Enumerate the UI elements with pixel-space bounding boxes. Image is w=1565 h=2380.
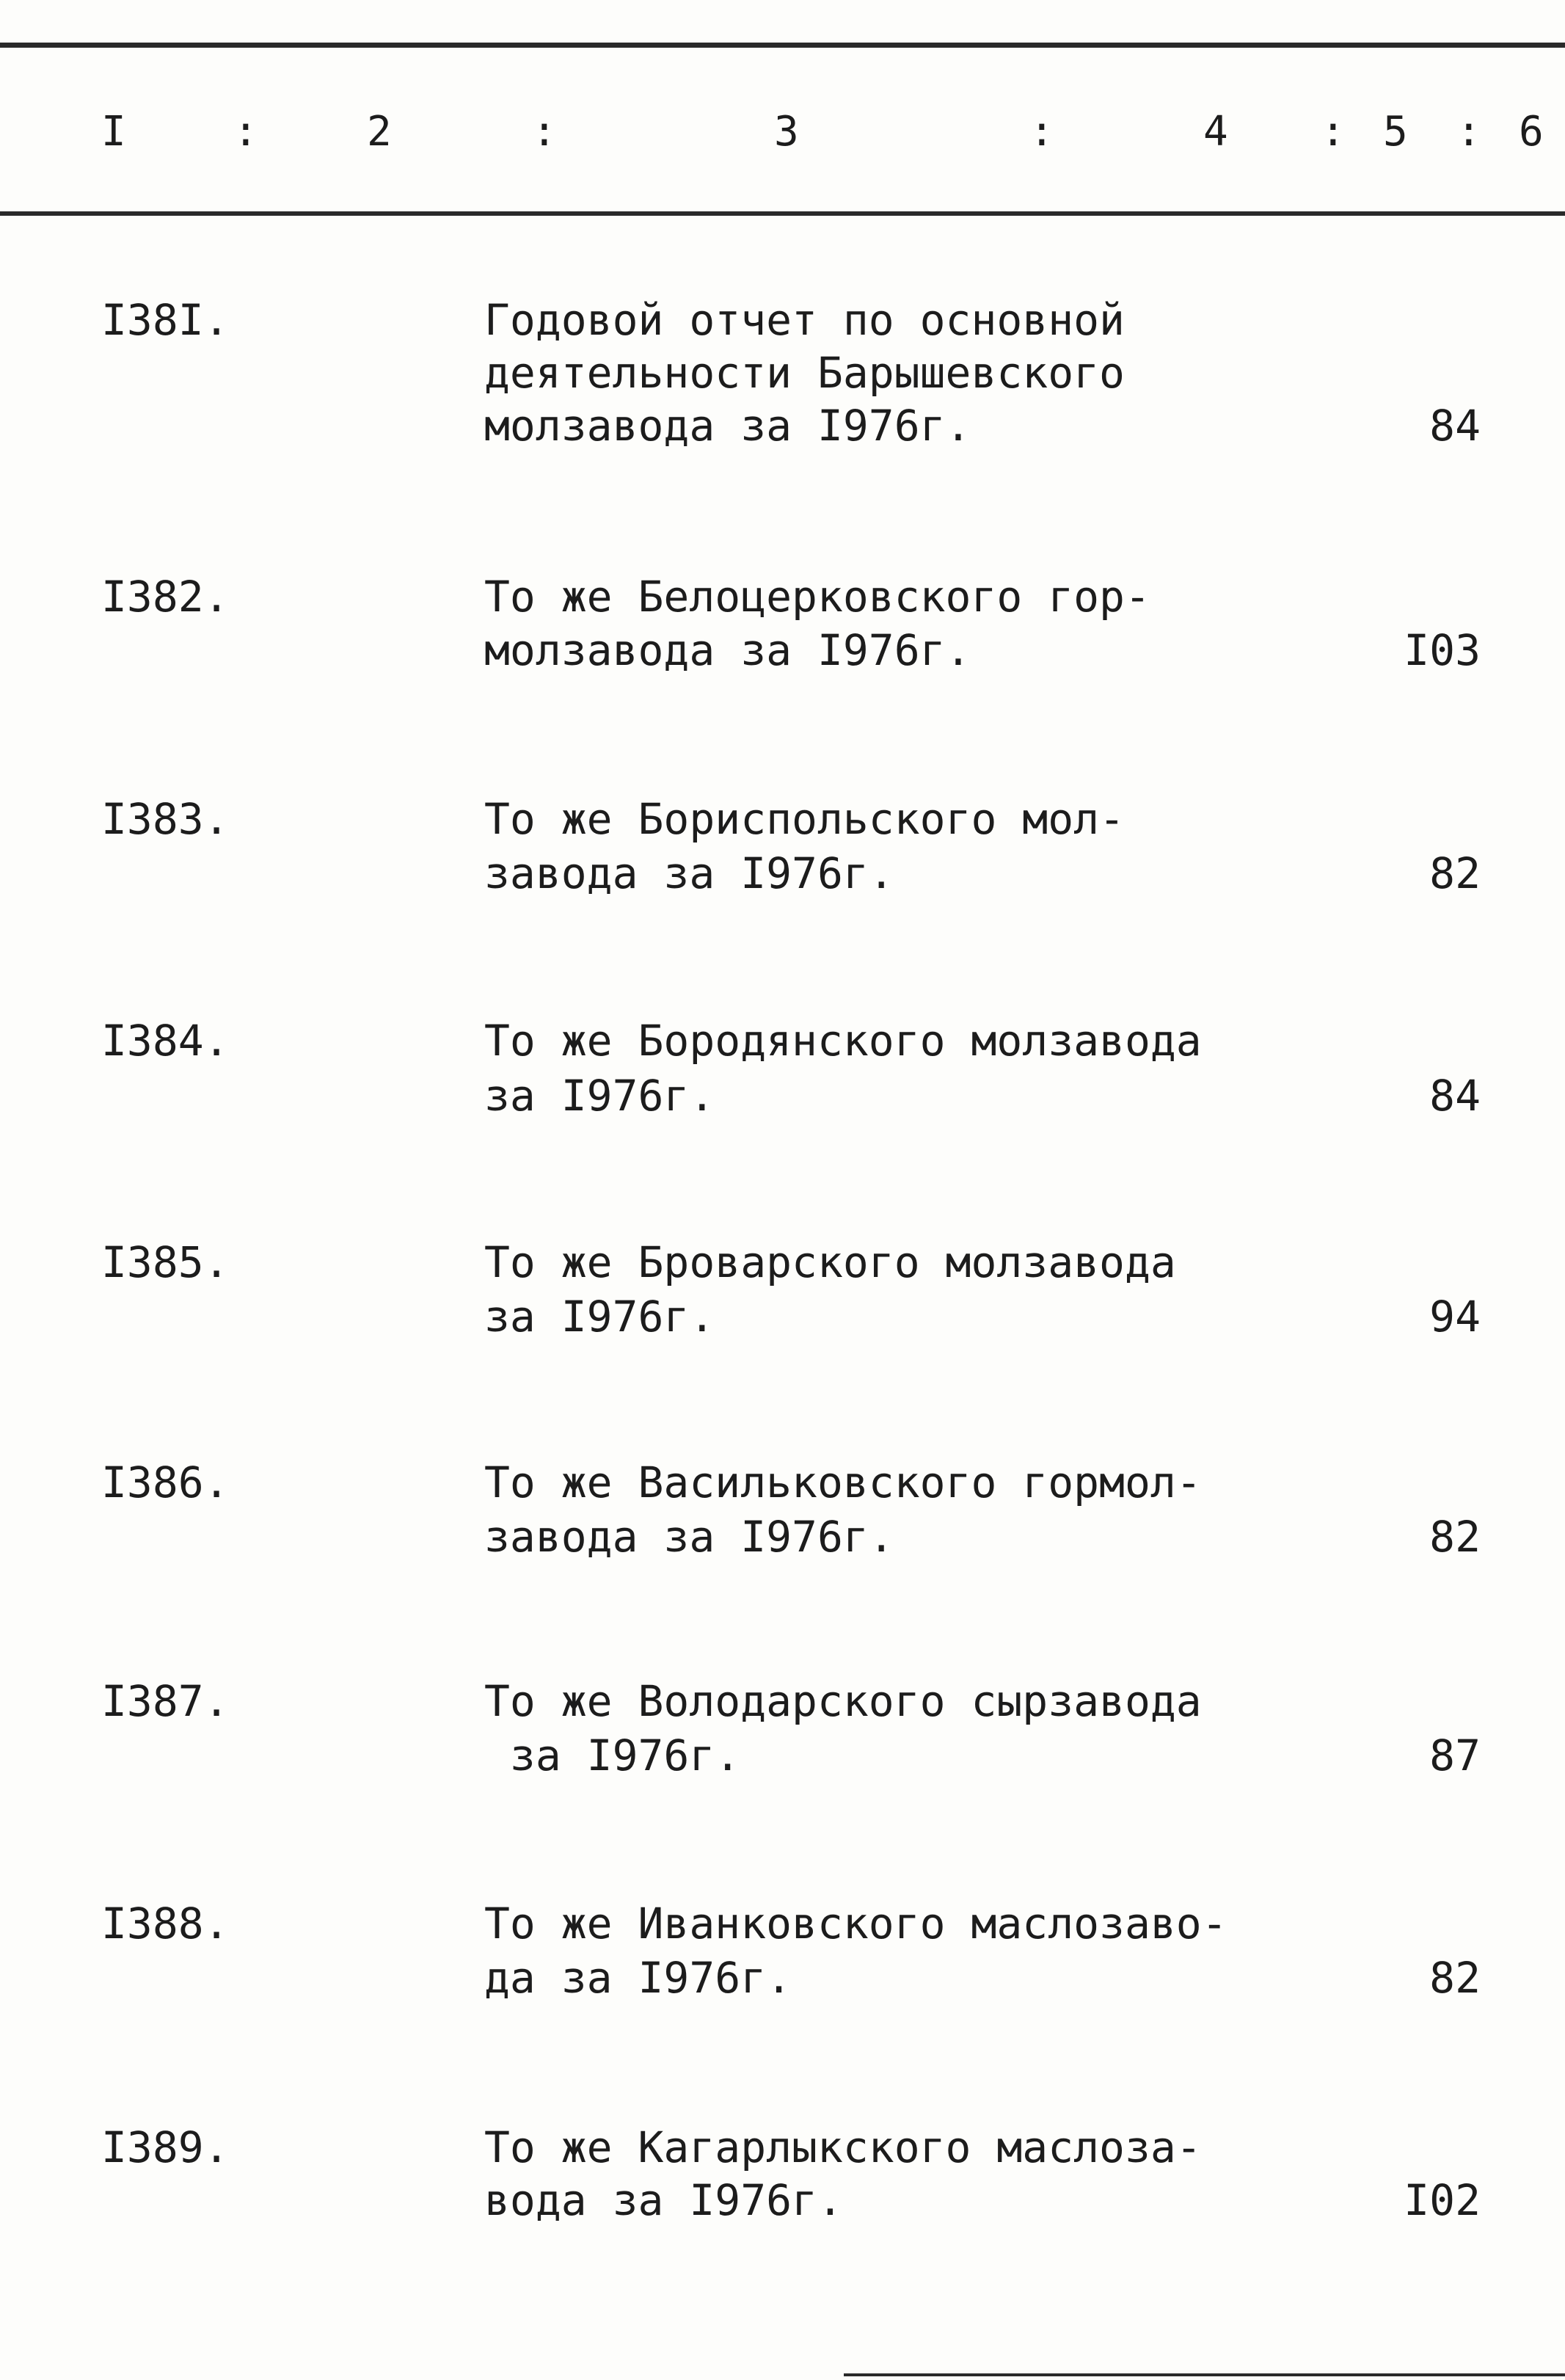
column-header-3: 3 [774, 108, 799, 156]
footer-rule [844, 2373, 1565, 2376]
column-separator: : [1029, 108, 1054, 156]
case-title-line: да за I976г. [484, 1953, 792, 2003]
column-header-5: 5 [1383, 108, 1408, 156]
sheet-count: 82 [1429, 848, 1481, 898]
case-number: I38I. [101, 295, 230, 345]
sheet-count: 84 [1429, 1071, 1481, 1121]
case-number: I382. [101, 572, 230, 622]
column-separator: : [532, 108, 557, 156]
sheet-count: 84 [1429, 401, 1481, 451]
case-title-line: То же Володарского сырзавода [484, 1676, 1202, 1726]
case-number: I389. [101, 2122, 230, 2172]
case-title-line: То же Белоцерковского гор- [484, 572, 1150, 622]
column-header-2: 2 [367, 108, 392, 156]
case-title-line: То же Бориспольского мол- [484, 794, 1125, 844]
case-number: I384. [101, 1016, 230, 1066]
case-title-line: за I976г. [484, 1731, 741, 1780]
column-header-6: 6 [1519, 108, 1544, 156]
case-title-line: Годовой отчет по основной [484, 295, 1125, 345]
sheet-count: I03 [1404, 625, 1481, 675]
case-title-line: деятельности Барышевского [484, 348, 1125, 398]
case-number: I388. [101, 1899, 230, 1948]
column-separator: : [1456, 108, 1481, 156]
case-title-line: То же Иванковского маслозаво- [484, 1899, 1227, 1948]
case-number: I383. [101, 794, 230, 844]
column-header-4: 4 [1203, 108, 1228, 156]
case-title-line: завода за I976г. [484, 848, 894, 898]
header-top-rule [0, 43, 1565, 48]
case-title-line: молзавода за I976г. [484, 625, 971, 675]
case-title-line: молзавода за I976г. [484, 401, 971, 451]
sheet-count: 82 [1429, 1953, 1481, 2003]
column-separator: : [1321, 108, 1346, 156]
case-title-line: за I976г. [484, 1292, 715, 1342]
case-title-line: То же Броварского молзавода [484, 1237, 1176, 1287]
column-separator: : [233, 108, 258, 156]
case-title-line: завода за I976г. [484, 1512, 894, 1562]
case-title-line: вода за I976г. [484, 2175, 843, 2225]
case-number: I387. [101, 1676, 230, 1726]
sheet-count: 82 [1429, 1512, 1481, 1562]
case-title-line: То же Васильковского гормол- [484, 1458, 1202, 1507]
case-number: I386. [101, 1458, 230, 1507]
header-bottom-rule [0, 211, 1565, 216]
sheet-count: I02 [1404, 2175, 1481, 2225]
sheet-count: 94 [1429, 1292, 1481, 1342]
case-title-line: То же Бородянского молзавода [484, 1016, 1202, 1066]
sheet-count: 87 [1429, 1731, 1481, 1780]
column-header-1: I [101, 108, 126, 156]
case-title-line: То же Кагарлыкского маслоза- [484, 2122, 1202, 2172]
case-title-line: за I976г. [484, 1071, 715, 1121]
case-number: I385. [101, 1237, 230, 1287]
